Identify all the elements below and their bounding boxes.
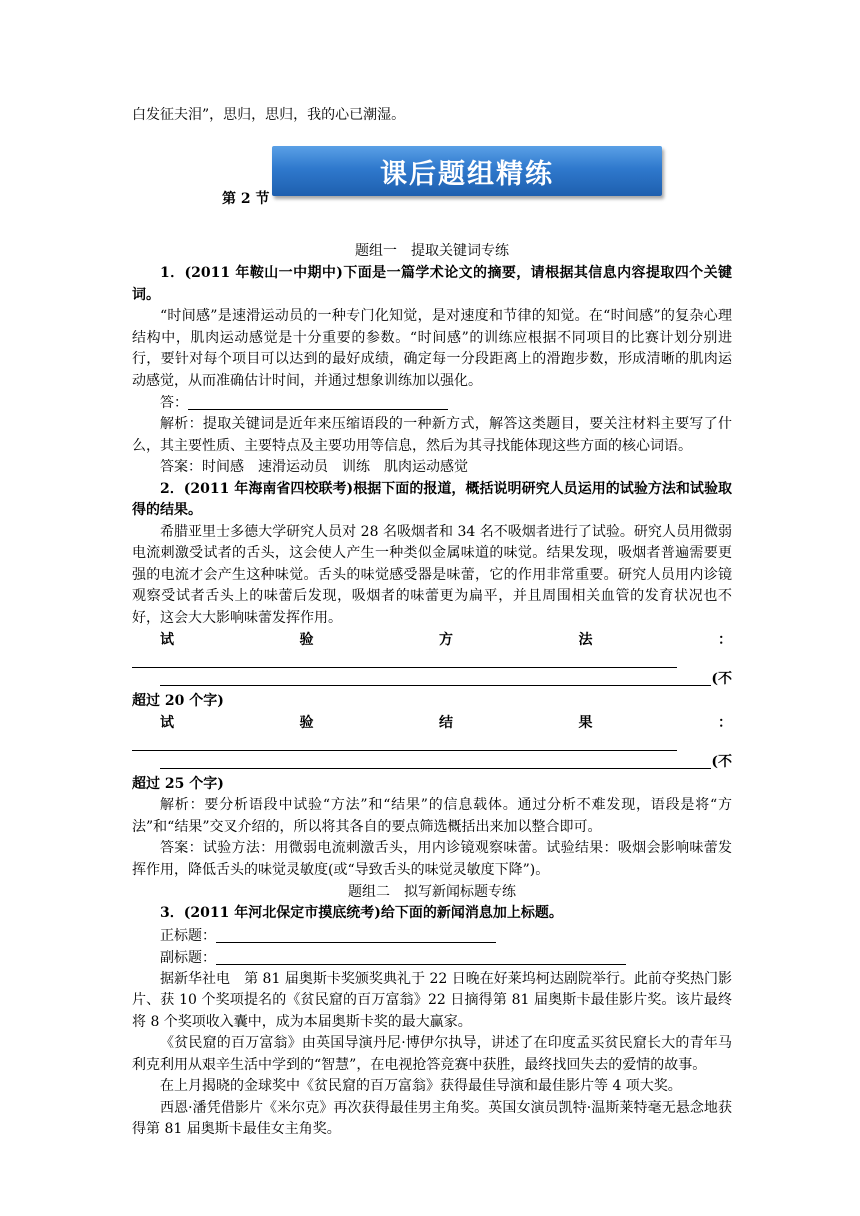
group1-title: 题组一 提取关键词专练 [355, 243, 509, 259]
banner-title: 课后题组精练 [380, 158, 554, 190]
q3-paragraph-2: 《贫民窟的百万富翁》由英国导演丹尼·博伊尔执导，讲述了在印度孟买贫民窟长大的青年马利克利用从艰辛生活中学到的“智慧”，在电视抢答竞赛中获胜，最终找回失去的爱情的故事。 [132, 1035, 732, 1073]
q3-main-title-label: 正标题： [160, 927, 216, 944]
section-label: 第 2 节 [222, 191, 270, 207]
q3-paragraph-1: 据新华社电 第 81 届奥斯卡奖颁奖典礼于 22 日晚在好莱坞柯达剧院举行。此前夺奖热门影片、获 10 个奖项提名的《贫民窟的百万富翁》22 日摘得第 81 届奥斯卡最佳影片奖。该片最终将 8 个奖项收入囊中，成为本届奥斯卡奖的最大赢家。 [132, 970, 732, 1030]
q1-stem: 1．(2011 年鞍山一中期中)下面是一篇学术论文的摘要，请根据其信息内容提取四个关键词。 [132, 265, 732, 303]
q2-result-blank-2[interactable] [160, 753, 711, 769]
q2-answer: 答案：试验方法：用微弱电流刺激舌头，用内诊镜观察味蕾。试验结果：吸烟会影响味蕾发挥作用，降低舌头的味觉灵敏度(或“导致舌头的味觉灵敏度下降”)。 [132, 840, 732, 878]
q2-method-row-2: (不 [132, 668, 732, 690]
q2-method-limit: 超过 20 个字) [132, 693, 224, 709]
q1-answer-blank[interactable] [188, 394, 448, 410]
q2-method-blank-1[interactable] [132, 651, 677, 668]
q3-sub-title-blank[interactable] [216, 949, 626, 965]
q2-passage: 希腊亚里士多德大学研究人员对 28 名吸烟者和 34 名不吸烟者进行了试验。研究人员用微弱电流刺激受试者的舌头，这会使人产生一种类似金属味道的味觉。结果发现，吸烟者普遍需要更强的电流才会产生这种味觉。舌头的味觉感受器是味蕾，它的作用非常重要。研究人员用内诊镜观察受试者舌头上的味蕾后发现，吸烟者的味蕾更为扁平，并且周围相关血管的发育状况也不好，这会大大影响味蕾发挥作用。 [132, 523, 732, 626]
q3-paragraph-3: 在上月揭晓的金球奖中《贫民窟的百万富翁》获得最佳导演和最佳影片等 4 项大奖。 [160, 1078, 682, 1094]
top-line: 白发征夫泪”，思归，思归，我的心已潮湿。 [132, 107, 406, 123]
document-body [132, 240, 732, 1141]
q3-sub-title-label: 副标题： [160, 949, 216, 966]
q1-answer: 答案：时间感 速滑运动员 训练 肌肉运动感觉 [160, 459, 468, 475]
q3-main-title-row [132, 925, 732, 947]
q2-stem: 2．(2011 年海南省四校联考)根据下面的报道，概括说明研究人员运用的试验方法和试验取得的结果。 [132, 480, 732, 518]
q3-paragraph-4: 西恩·潘凭借影片《米尔克》再次获得最佳男主角奖。英国女演员凯特·温斯莱特毫无悬念地获得第 81 届奥斯卡最佳女主角奖。 [132, 1099, 732, 1137]
group2-title: 题组二 拟写新闻标题专练 [348, 884, 516, 900]
q1-passage: “时间感”是速滑运动员的一种专门化知觉，是对速度和节律的知觉。在“时间感”的复杂心理结构中，肌肉运动感觉是十分重要的参数。“时间感”的训练应根据不同项目的比赛计划分别进行，要针对每个项目可以达到的最好成绩，确定每一分段距离上的滑跑步数，形成清晰的肌肉运动感觉，从而准确估计时间，并通过想象训练加以强化。 [132, 308, 732, 389]
q3-stem: 3．(2011 年河北保定市摸底统考)给下面的新闻消息加上标题。 [160, 905, 563, 921]
q1-analysis: 解析：提取关键词是近年来压缩语段的一种新方式，解答这类题目，要关注材料主要写了什么，其主要性质、主要特点及主要功用等信息，然后为其寻找能体现这些方面的核心词语。 [132, 416, 732, 454]
q2-analysis: 解析：要分析语段中试验“方法”和“结果”的信息载体。通过分析不难发现，语段是将“方法”和“结果”交叉介绍的，所以将其各自的要点筛选概括出来加以整合即可。 [132, 797, 732, 835]
q3-main-title-blank[interactable] [216, 927, 496, 943]
q1-answer-label: 答： [160, 395, 188, 411]
section-banner [272, 146, 662, 196]
q2-result-limit: 超过 25 个字) [132, 776, 224, 792]
q3-sub-title-row [132, 947, 732, 969]
q2-result-blank-1[interactable] [132, 734, 677, 751]
q1-answer-row [132, 392, 732, 414]
q2-method-label: 试 验 方 法 ： [160, 632, 732, 648]
q2-result-label: 试 验 结 果 ： [160, 715, 732, 731]
q2-result-row-2: (不 [132, 751, 732, 773]
q2-method-blank-2[interactable] [160, 670, 711, 686]
